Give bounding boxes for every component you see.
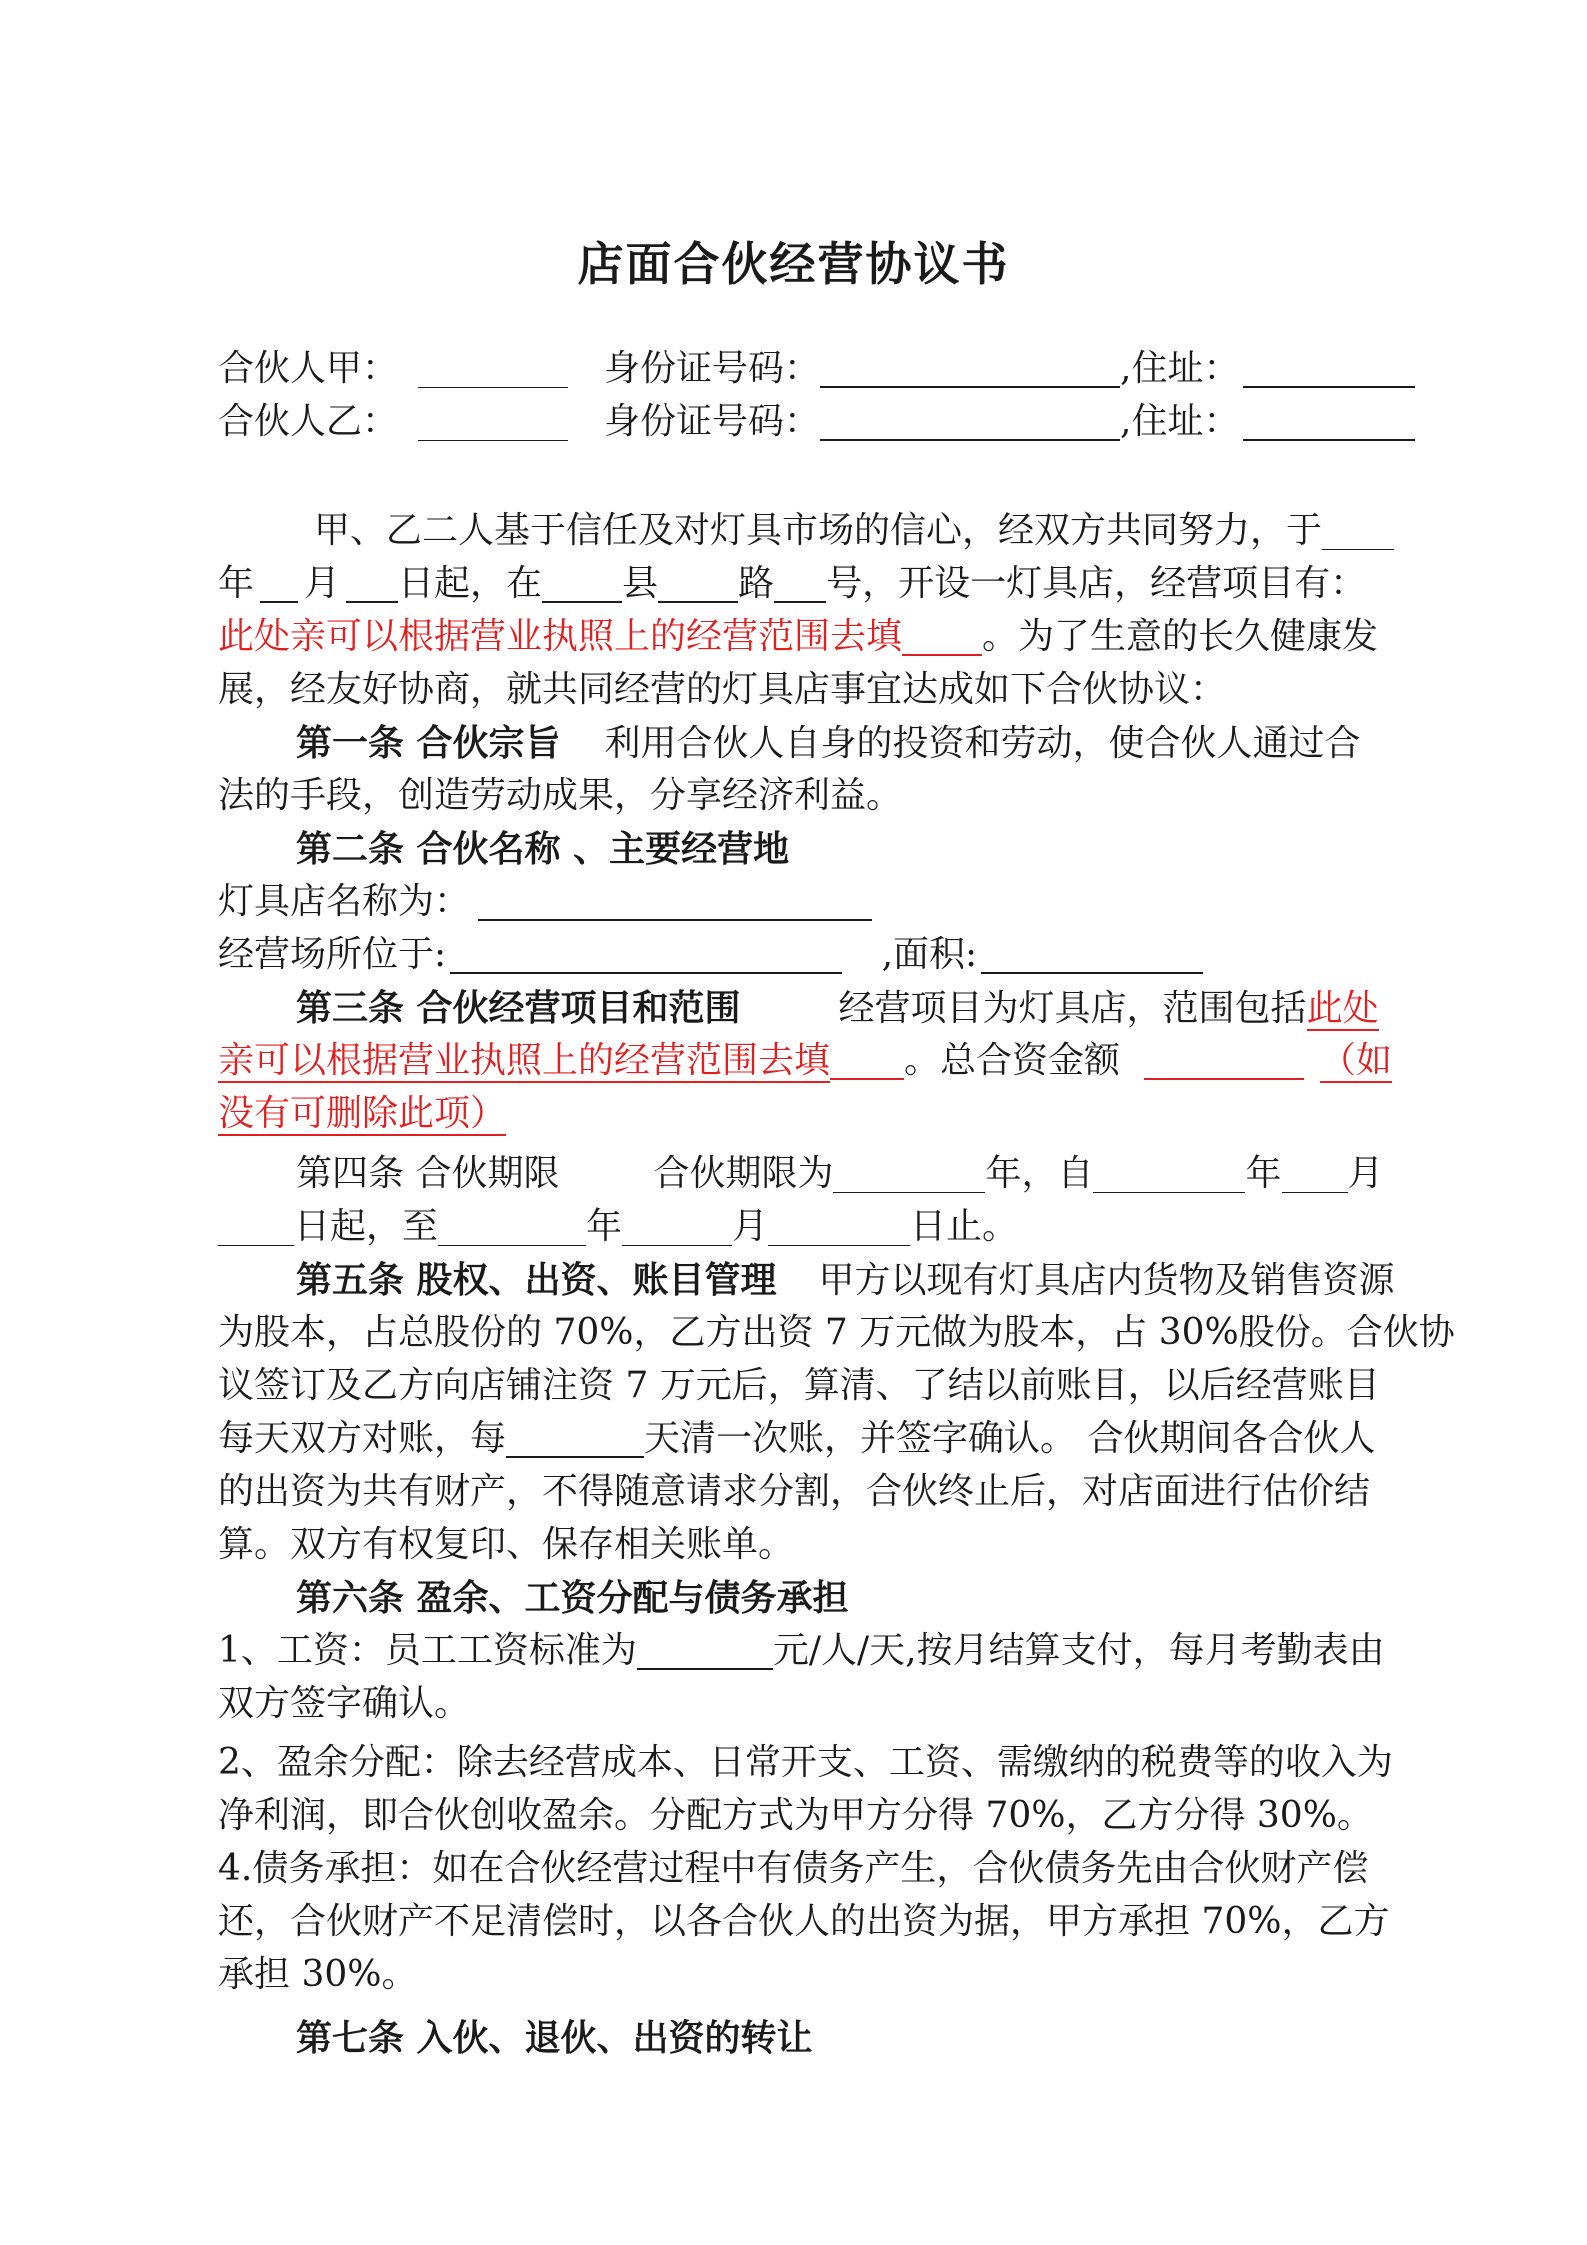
article-6-surplus-line-2: 净利润，即合伙创收盈余。分配方式为甲方分得 70%，乙方分得 30%。 bbox=[218, 1795, 1373, 1836]
article-6-wage-line-1 bbox=[218, 1625, 1418, 1677]
party-a-label: 合伙人甲： bbox=[218, 348, 399, 389]
article-4-line-1 bbox=[218, 1148, 1496, 1200]
shop-place-blank[interactable] bbox=[450, 932, 842, 974]
article-3-heading: 第三条 合伙经营项目和范围 bbox=[296, 987, 741, 1029]
article-1-line-1 bbox=[218, 717, 1496, 769]
intro-line-1 bbox=[218, 505, 1418, 557]
article-2-line-name bbox=[218, 876, 1418, 928]
article-2-heading: 第二条 合伙名称 、主要经营地 bbox=[296, 828, 790, 870]
article-6-debt-line-1: 4.债务承担：如在合伙经营过程中有债务产生，合伙债务先由合伙财产偿 bbox=[218, 1848, 1369, 1889]
article-3-capital-blank[interactable] bbox=[1144, 1038, 1304, 1080]
party-a-address-label: ,住址： bbox=[1120, 348, 1240, 389]
article-5-text-1: 甲方以现有灯具店内货物及销售资源 bbox=[818, 1260, 1395, 1301]
article-2-line-place bbox=[218, 929, 1418, 981]
article-3-line-3 bbox=[218, 1088, 1418, 1140]
shop-name-blank[interactable] bbox=[478, 879, 872, 921]
party-a-line bbox=[218, 343, 1418, 395]
party-b-address-blank[interactable] bbox=[1243, 399, 1415, 441]
term-years-blank[interactable] bbox=[833, 1152, 985, 1193]
party-b-label: 合伙人乙： bbox=[218, 401, 399, 442]
intro-line-2 bbox=[218, 558, 1418, 610]
article-3-line-2 bbox=[218, 1035, 1418, 1087]
article-4-text-a: 合伙期限为 bbox=[653, 1153, 834, 1194]
article-4-text-b: 年，自 bbox=[985, 1153, 1094, 1194]
party-a-id-label: 身份证号码： bbox=[604, 348, 821, 389]
intro-road-blank[interactable] bbox=[658, 561, 738, 603]
party-b-name-blank[interactable] bbox=[418, 400, 568, 441]
shop-place-label: 经营场所位于: bbox=[218, 934, 447, 975]
article-3-capital-label: 。总合资金额 bbox=[904, 1040, 1121, 1081]
term-start-day-blank[interactable] bbox=[218, 1205, 294, 1246]
article-3-note: 没有可删除此项） bbox=[218, 1093, 507, 1134]
intro-number-blank[interactable] bbox=[774, 561, 826, 603]
article-3-scope-hint-start: 此处 bbox=[1306, 988, 1379, 1029]
party-b-line bbox=[218, 396, 1418, 448]
intro-day-unit: 日起，在 bbox=[398, 563, 543, 604]
intro-county-unit: 县 bbox=[622, 563, 659, 604]
shop-name-label: 灯具店名称为： bbox=[218, 881, 471, 922]
intro-scope-hint: 此处亲可以根据营业执照上的经营范围去填 bbox=[218, 616, 903, 657]
article-5-line-1 bbox=[218, 1254, 1496, 1306]
article-1-heading: 第一条 合伙宗旨 bbox=[296, 722, 561, 764]
term-start-year-blank[interactable] bbox=[1093, 1152, 1245, 1193]
party-b-address-label: ,住址： bbox=[1120, 401, 1240, 442]
article-5-line-3: 议签订及乙方向店铺注资 7 万元后，算清、了结以前账目，以后经营账目 bbox=[218, 1365, 1380, 1406]
article-5-line-5: 的出资为共有财产，不得随意请求分割，合伙终止后，对店面进行估价结 bbox=[218, 1471, 1371, 1512]
article-3-line-1 bbox=[218, 982, 1496, 1034]
intro-year-blank[interactable] bbox=[1322, 509, 1394, 550]
intro-line-4: 展，经友好协商，就共同经营的灯具店事宜达成如下合伙协议： bbox=[218, 669, 1227, 710]
article-5-line-4 bbox=[218, 1413, 1418, 1465]
article-5-line-6: 算。双方有权复印、保存相关账单。 bbox=[218, 1524, 795, 1565]
intro-day-blank[interactable] bbox=[346, 561, 398, 603]
intro-line-3 bbox=[218, 611, 1418, 663]
article-3-note-start: （如 bbox=[1320, 1040, 1393, 1081]
party-a-address-blank[interactable] bbox=[1243, 346, 1415, 388]
wage-text: 元/人/天,按月结算支付，每月考勤表由 bbox=[772, 1630, 1385, 1671]
term-end-year-blank[interactable] bbox=[438, 1205, 586, 1246]
article-4-year-unit: 年 bbox=[1245, 1153, 1282, 1194]
party-a-name-blank[interactable] bbox=[418, 347, 568, 388]
article-5-heading: 第五条 股权、出资、账目管理 bbox=[296, 1259, 777, 1301]
article-3-text-1: 经营项目为灯具店，范围包括 bbox=[838, 988, 1307, 1029]
shop-area-blank[interactable] bbox=[981, 932, 1203, 974]
party-b-id-blank[interactable] bbox=[820, 399, 1120, 441]
article-4-text-d: 日止。 bbox=[910, 1206, 1019, 1247]
shop-area-label: ,面积: bbox=[870, 934, 978, 975]
intro-text-3: 。为了生意的长久健康发 bbox=[982, 616, 1379, 657]
term-end-month-blank[interactable] bbox=[622, 1205, 732, 1246]
intro-number-unit: 号，开设一灯具店，经营项目有： bbox=[826, 563, 1367, 604]
article-3-scope-blank[interactable] bbox=[830, 1038, 904, 1080]
intro-county-blank[interactable] bbox=[542, 561, 622, 603]
article-5-line-2: 为股本，占总股份的 70%，乙方出资 7 万元做为股本，占 30%股份。合伙协 bbox=[218, 1312, 1455, 1353]
document-title: 店面合伙经营协议书 bbox=[577, 237, 1010, 291]
article-1-line-2: 法的手段，创造劳动成果，分享经济利益。 bbox=[218, 775, 903, 816]
article-6-surplus-line-1: 2、盈余分配：除去经营成本、日常开支、工资、需缴纳的税费等的收入为 bbox=[218, 1742, 1393, 1783]
term-start-month-blank[interactable] bbox=[1282, 1152, 1348, 1193]
article-4-end-month-unit: 月 bbox=[732, 1206, 769, 1247]
term-end-day-blank[interactable] bbox=[768, 1205, 910, 1246]
intro-scope-blank[interactable] bbox=[902, 614, 982, 656]
party-a-id-blank[interactable] bbox=[820, 346, 1120, 388]
article-1-text-1: 利用合伙人自身的投资和劳动，使合伙人通过合 bbox=[604, 723, 1361, 764]
article-3-scope-hint: 亲可以根据营业执照上的经营范围去填 bbox=[218, 1040, 831, 1081]
article-5-text-4b: 天清一次账，并签字确认。 合伙期间各合伙人 bbox=[644, 1418, 1376, 1459]
article-6-wage-line-2: 双方签字确认。 bbox=[218, 1683, 471, 1724]
intro-month-unit: 月 bbox=[304, 563, 341, 604]
article-4-end-year-unit: 年 bbox=[586, 1206, 623, 1247]
wage-amount-blank[interactable] bbox=[637, 1628, 773, 1670]
article-4-text-c: 日起，至 bbox=[294, 1206, 439, 1247]
article-5-text-4a: 每天双方对账，每 bbox=[218, 1418, 507, 1459]
party-b-id-label: 身份证号码： bbox=[604, 401, 821, 442]
article-4-line-2 bbox=[218, 1201, 1418, 1253]
article-6-heading: 第六条 盈余、工资分配与债务承担 bbox=[296, 1577, 849, 1619]
article-7-heading: 第七条 入伙、退伙、出资的转让 bbox=[296, 2017, 813, 2059]
intro-road-unit: 路 bbox=[738, 563, 775, 604]
article-4-month-unit: 月 bbox=[1347, 1153, 1384, 1194]
intro-month-blank[interactable] bbox=[260, 561, 298, 603]
article-6-debt-line-3: 承担 30%。 bbox=[218, 1954, 418, 1995]
intro-text-1: 甲、乙二人基于信任及对灯具市场的信心，经双方共同努力，于 bbox=[314, 510, 1323, 551]
article-6-debt-line-2: 还，合伙财产不足清偿时，以各合伙人的出资为据，甲方承担 70%，乙方 bbox=[218, 1901, 1390, 1942]
wage-label: 1、工资：员工工资标准为 bbox=[218, 1630, 637, 1671]
reconcile-days-blank[interactable] bbox=[506, 1416, 644, 1458]
article-4-heading: 第四条 合伙期限 bbox=[296, 1153, 560, 1194]
intro-year-unit: 年 bbox=[218, 563, 255, 604]
